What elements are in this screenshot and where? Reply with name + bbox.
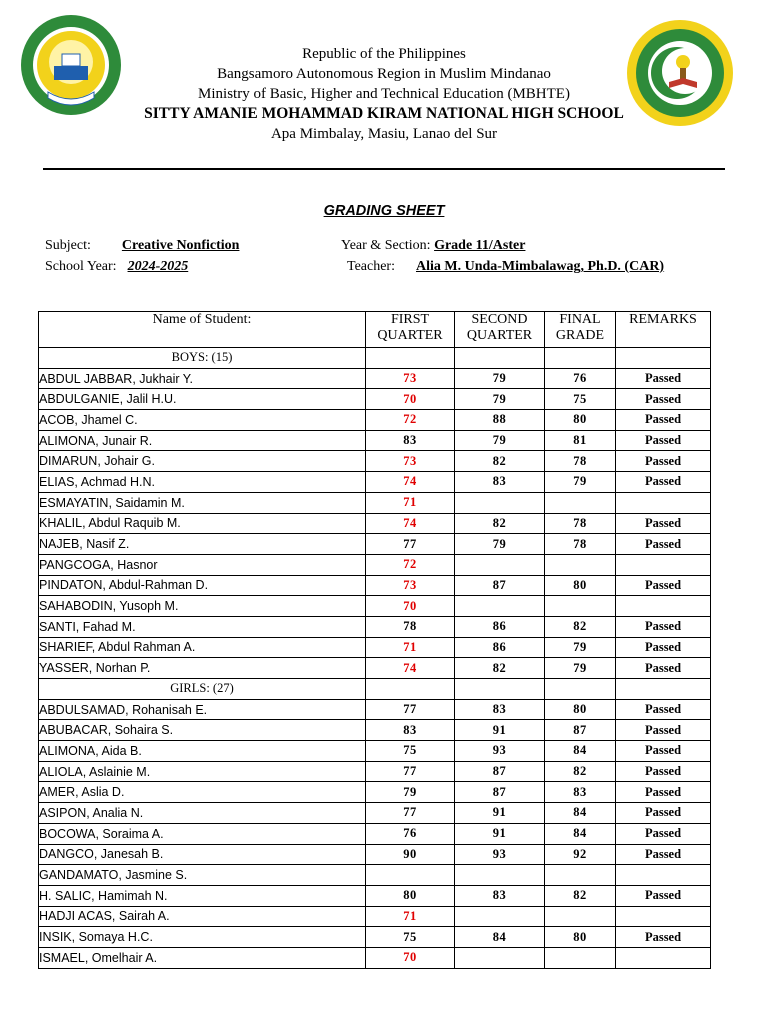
remarks <box>616 492 711 513</box>
student-name: ASIPON, Analia N. <box>39 803 366 824</box>
table-header-row <box>39 312 711 348</box>
student-name: ABDULGANIE, Jalil H.U. <box>39 389 366 410</box>
first-quarter-grade: 70 <box>366 596 455 617</box>
student-name: ESMAYATIN, Saidamin M. <box>39 492 366 513</box>
group-header-row <box>39 679 711 700</box>
header-first-quarter: FIRST QUARTER <box>366 312 455 348</box>
remarks <box>616 947 711 968</box>
subject-value: Creative Nonfiction <box>121 238 240 253</box>
remarks: Passed <box>616 451 711 472</box>
second-quarter-grade: 83 <box>455 885 545 906</box>
school-seal-logo <box>18 12 124 118</box>
student-name: SANTI, Fahad M. <box>39 616 366 637</box>
table-row <box>39 947 711 968</box>
table-row <box>39 472 711 493</box>
empty-cell <box>366 348 455 369</box>
empty-cell <box>545 348 616 369</box>
table-row <box>39 513 711 534</box>
second-quarter-grade: 93 <box>455 844 545 865</box>
letterhead <box>120 44 648 144</box>
table-row <box>39 761 711 782</box>
second-quarter-grade: 87 <box>455 575 545 596</box>
first-quarter-grade: 77 <box>366 699 455 720</box>
remarks: Passed <box>616 844 711 865</box>
final-grade: 82 <box>545 885 616 906</box>
remarks: Passed <box>616 885 711 906</box>
empty-cell <box>366 679 455 700</box>
final-grade: 81 <box>545 430 616 451</box>
remarks: Passed <box>616 472 711 493</box>
student-name: ISMAEL, Omelhair A. <box>39 947 366 968</box>
table-row <box>39 658 711 679</box>
remarks: Passed <box>616 823 711 844</box>
group-label: GIRLS: (27) <box>39 679 366 700</box>
first-quarter-grade: 90 <box>366 844 455 865</box>
remarks: Passed <box>616 430 711 451</box>
remarks: Passed <box>616 741 711 762</box>
final-grade: 79 <box>545 658 616 679</box>
student-name: GANDAMATO, Jasmine S. <box>39 865 366 886</box>
second-quarter-grade: 79 <box>455 430 545 451</box>
first-quarter-grade: 74 <box>366 513 455 534</box>
final-grade: 80 <box>545 699 616 720</box>
year-section-field <box>341 238 525 254</box>
student-name: PINDATON, Abdul-Rahman D. <box>39 575 366 596</box>
student-name: ALIMONA, Junair R. <box>39 430 366 451</box>
final-grade: 78 <box>545 451 616 472</box>
final-grade: 79 <box>545 472 616 493</box>
student-name: DANGCO, Janesah B. <box>39 844 366 865</box>
school-year-label: School Year: <box>45 259 117 274</box>
school-address: Apa Mimbalay, Masiu, Lanao del Sur <box>270 126 498 142</box>
empty-cell <box>616 348 711 369</box>
first-quarter-grade: 73 <box>366 575 455 596</box>
final-grade: 75 <box>545 389 616 410</box>
first-quarter-grade: 83 <box>366 430 455 451</box>
first-quarter-grade: 77 <box>366 803 455 824</box>
table-row <box>39 389 711 410</box>
school-year-field <box>45 259 188 275</box>
first-quarter-grade: 71 <box>366 906 455 927</box>
table-row <box>39 554 711 575</box>
first-quarter-grade: 79 <box>366 782 455 803</box>
table-row <box>39 927 711 948</box>
second-quarter-grade <box>455 947 545 968</box>
final-grade: 76 <box>545 368 616 389</box>
first-quarter-grade: 76 <box>366 823 455 844</box>
table-row <box>39 410 711 431</box>
final-grade: 83 <box>545 782 616 803</box>
remarks <box>616 906 711 927</box>
final-grade <box>545 947 616 968</box>
second-quarter-grade: 86 <box>455 637 545 658</box>
second-quarter-grade: 79 <box>455 368 545 389</box>
second-quarter-grade <box>455 865 545 886</box>
student-name: YASSER, Norhan P. <box>39 658 366 679</box>
remarks: Passed <box>616 616 711 637</box>
second-quarter-grade: 79 <box>455 389 545 410</box>
first-quarter-grade: 75 <box>366 927 455 948</box>
republic-line: Republic of the Philippines <box>302 46 466 62</box>
table-row <box>39 741 711 762</box>
table-row <box>39 430 711 451</box>
subject-field <box>45 238 239 254</box>
remarks <box>616 865 711 886</box>
remarks: Passed <box>616 658 711 679</box>
teacher-label: Teacher: <box>347 259 395 274</box>
final-grade: 80 <box>545 410 616 431</box>
first-quarter-grade: 73 <box>366 451 455 472</box>
remarks <box>616 596 711 617</box>
second-quarter-grade: 87 <box>455 782 545 803</box>
final-grade <box>545 906 616 927</box>
group-label: BOYS: (15) <box>39 348 366 369</box>
second-quarter-grade: 93 <box>455 741 545 762</box>
final-grade: 87 <box>545 720 616 741</box>
remarks: Passed <box>616 803 711 824</box>
first-quarter-grade: 83 <box>366 720 455 741</box>
second-quarter-grade <box>455 906 545 927</box>
remarks: Passed <box>616 637 711 658</box>
second-quarter-grade: 91 <box>455 803 545 824</box>
student-name: PANGCOGA, Hasnor <box>39 554 366 575</box>
first-quarter-grade: 71 <box>366 637 455 658</box>
second-quarter-grade: 87 <box>455 761 545 782</box>
header-name: Name of Student: <box>39 312 366 348</box>
student-name: SAHABODIN, Yusoph M. <box>39 596 366 617</box>
student-name: ABUBACAR, Sohaira S. <box>39 720 366 741</box>
year-section-value: Grade 11/Aster <box>434 238 526 253</box>
final-grade: 79 <box>545 637 616 658</box>
second-quarter-grade: 88 <box>455 410 545 431</box>
student-name: ALIOLA, Aslainie M. <box>39 761 366 782</box>
final-grade: 92 <box>545 844 616 865</box>
second-quarter-grade <box>455 596 545 617</box>
first-quarter-grade: 70 <box>366 389 455 410</box>
group-header-row <box>39 348 711 369</box>
remarks: Passed <box>616 699 711 720</box>
table-row <box>39 803 711 824</box>
table-row <box>39 534 711 555</box>
student-name: ACOB, Jhamel C. <box>39 410 366 431</box>
header-remarks: REMARKS <box>616 312 711 348</box>
first-quarter-grade: 72 <box>366 410 455 431</box>
final-grade: 80 <box>545 927 616 948</box>
second-quarter-grade: 83 <box>455 472 545 493</box>
remarks: Passed <box>616 389 711 410</box>
student-name: INSIK, Somaya H.C. <box>39 927 366 948</box>
table-row <box>39 368 711 389</box>
region-line: Bangsamoro Autonomous Region in Muslim Mindanao <box>217 66 551 82</box>
student-name: ALIMONA, Aida B. <box>39 741 366 762</box>
first-quarter-grade: 73 <box>366 368 455 389</box>
student-name: KHALIL, Abdul Raquib M. <box>39 513 366 534</box>
first-quarter-grade: 75 <box>366 741 455 762</box>
remarks: Passed <box>616 761 711 782</box>
second-quarter-grade: 82 <box>455 451 545 472</box>
grades-table <box>38 311 711 969</box>
ministry-line: Ministry of Basic, Higher and Technical Education (MBHTE) <box>198 86 570 102</box>
table-row <box>39 451 711 472</box>
header-final-grade: FINAL GRADE <box>545 312 616 348</box>
student-name: HADJI ACAS, Sairah A. <box>39 906 366 927</box>
second-quarter-grade: 82 <box>455 658 545 679</box>
student-name: NAJEB, Nasif Z. <box>39 534 366 555</box>
remarks: Passed <box>616 368 711 389</box>
remarks: Passed <box>616 534 711 555</box>
table-row <box>39 720 711 741</box>
first-quarter-grade: 80 <box>366 885 455 906</box>
table-row <box>39 823 711 844</box>
table-row <box>39 596 711 617</box>
table-row <box>39 906 711 927</box>
student-name: ABDUL JABBAR, Jukhair Y. <box>39 368 366 389</box>
table-row <box>39 492 711 513</box>
second-quarter-grade: 91 <box>455 720 545 741</box>
student-name: DIMARUN, Johair G. <box>39 451 366 472</box>
first-quarter-grade: 78 <box>366 616 455 637</box>
student-name: BOCOWA, Soraima A. <box>39 823 366 844</box>
table-row <box>39 699 711 720</box>
final-grade: 84 <box>545 803 616 824</box>
first-quarter-grade <box>366 865 455 886</box>
table-row <box>39 844 711 865</box>
second-quarter-grade: 83 <box>455 699 545 720</box>
remarks: Passed <box>616 513 711 534</box>
second-quarter-grade: 79 <box>455 534 545 555</box>
table-row <box>39 885 711 906</box>
table-row <box>39 782 711 803</box>
final-grade <box>545 596 616 617</box>
second-quarter-grade: 86 <box>455 616 545 637</box>
final-grade: 84 <box>545 741 616 762</box>
teacher-value: Alia M. Unda-Mimbalawag, Ph.D. (CAR) <box>415 259 665 274</box>
table-row <box>39 575 711 596</box>
student-name: H. SALIC, Hamimah N. <box>39 885 366 906</box>
final-grade: 82 <box>545 761 616 782</box>
table-row <box>39 637 711 658</box>
header-divider <box>43 168 725 170</box>
first-quarter-grade: 71 <box>366 492 455 513</box>
empty-cell <box>545 679 616 700</box>
first-quarter-grade: 74 <box>366 472 455 493</box>
second-quarter-grade: 84 <box>455 927 545 948</box>
final-grade: 84 <box>545 823 616 844</box>
teacher-field <box>347 259 664 275</box>
table-row <box>39 865 711 886</box>
subject-label: Subject: <box>45 238 91 253</box>
school-name: SITTY AMANIE MOHAMMAD KIRAM NATIONAL HIGH SCHOOL <box>144 105 624 122</box>
table-row <box>39 616 711 637</box>
remarks: Passed <box>616 410 711 431</box>
student-name: AMER, Aslia D. <box>39 782 366 803</box>
first-quarter-grade: 74 <box>366 658 455 679</box>
first-quarter-grade: 72 <box>366 554 455 575</box>
empty-cell <box>455 679 545 700</box>
second-quarter-grade <box>455 492 545 513</box>
student-name: ABDULSAMAD, Rohanisah E. <box>39 699 366 720</box>
second-quarter-grade <box>455 554 545 575</box>
empty-cell <box>616 679 711 700</box>
final-grade <box>545 865 616 886</box>
final-grade: 82 <box>545 616 616 637</box>
student-name: ELIAS, Achmad H.N. <box>39 472 366 493</box>
final-grade: 78 <box>545 534 616 555</box>
final-grade: 80 <box>545 575 616 596</box>
year-section-label: Year & Section: <box>341 238 431 253</box>
remarks <box>616 554 711 575</box>
first-quarter-grade: 70 <box>366 947 455 968</box>
final-grade <box>545 554 616 575</box>
second-quarter-grade: 91 <box>455 823 545 844</box>
header-second-quarter: SECOND QUARTER <box>455 312 545 348</box>
remarks: Passed <box>616 927 711 948</box>
second-quarter-grade: 82 <box>455 513 545 534</box>
first-quarter-grade: 77 <box>366 534 455 555</box>
remarks: Passed <box>616 575 711 596</box>
first-quarter-grade: 77 <box>366 761 455 782</box>
final-grade: 78 <box>545 513 616 534</box>
student-name: SHARIEF, Abdul Rahman A. <box>39 637 366 658</box>
final-grade <box>545 492 616 513</box>
school-year-value: 2024-2025 <box>127 259 189 274</box>
remarks: Passed <box>616 720 711 741</box>
remarks: Passed <box>616 782 711 803</box>
document-title: GRADING SHEET <box>323 203 445 219</box>
empty-cell <box>455 348 545 369</box>
